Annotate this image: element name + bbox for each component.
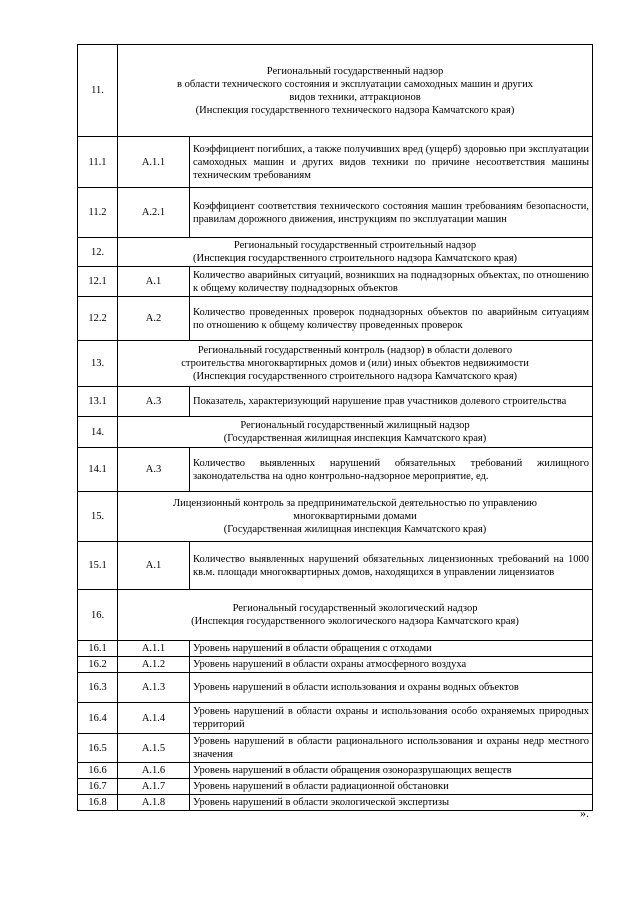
table-row	[78, 137, 593, 188]
row-number: 14.1	[78, 448, 118, 492]
section-number: 16.	[78, 590, 118, 641]
section-number: 15.	[78, 492, 118, 542]
section-title	[118, 45, 593, 137]
table-row	[78, 657, 593, 673]
section-title-line: Региональный государственный строительный надзор	[233, 240, 477, 251]
table-row	[78, 297, 593, 341]
section-number: 13.	[78, 341, 118, 387]
section-title-line: (Инспекция государственного технического надзора Камчатского края)	[195, 104, 515, 116]
row-description: Уровень нарушений в области использования и охраны водных объектов	[190, 673, 593, 703]
row-description: Коэффициент погибших, а также получивших вред (ущерб) здоровью при эксплуатации самоходных машин и других видов техники по причине несоответствия машины техническим требованиям	[190, 137, 593, 188]
section-title-line: Региональный государственный контроль (надзор) в области долевого	[197, 345, 513, 356]
row-code: А.1.1	[118, 137, 190, 188]
section-title-line: строительства многоквартирных домов и (или) иных объектов недвижимости	[181, 358, 529, 369]
table-row	[78, 703, 593, 734]
row-code: А.1.4	[118, 703, 190, 734]
row-number: 12.1	[78, 267, 118, 297]
row-description: Количество выявленных нарушений обязательных требований жилищного законодательства на одно контрольно-надзорное мероприятие, ед.	[190, 448, 593, 492]
row-description: Уровень нарушений в области обращения с отходами	[190, 641, 593, 657]
section-header-row	[78, 590, 593, 641]
section-header-row	[78, 341, 593, 387]
section-title	[118, 492, 593, 542]
row-code: А.3	[118, 387, 190, 417]
row-number: 11.2	[78, 188, 118, 238]
table-row	[78, 188, 593, 238]
row-description: Количество аварийных ситуаций, возникших на поднадзорных объектах, по отношению к общему количеству поднадзорных объектов	[190, 267, 593, 297]
row-code: А.2	[118, 297, 190, 341]
section-number: 11.	[78, 45, 118, 137]
section-title-line: Региональный государственный экологический надзор	[232, 603, 478, 614]
row-number: 12.2	[78, 297, 118, 341]
row-description: Уровень нарушений в области охраны атмосферного воздуха	[190, 657, 593, 673]
row-code: А.1.3	[118, 673, 190, 703]
row-number: 11.1	[78, 137, 118, 188]
section-title	[118, 238, 593, 267]
row-code: А.1.1	[118, 641, 190, 657]
row-number: 16.5	[78, 734, 118, 763]
section-number: 14.	[78, 417, 118, 448]
section-title-line: Лицензионный контроль за предпринимательской деятельностью по управлению	[172, 498, 538, 509]
row-code: А.1.2	[118, 657, 190, 673]
section-title-line: (Инспекция государственного экологического надзора Камчатского края)	[191, 616, 519, 627]
section-number: 12.	[78, 238, 118, 267]
table-row	[78, 779, 593, 795]
section-title-line: Региональный государственный жилищный надзор	[240, 420, 470, 431]
row-number: 16.6	[78, 763, 118, 779]
section-title-line: (Инспекция государственного строительного надзора Камчатского края)	[192, 253, 518, 264]
row-description: Уровень нарушений в области обращения озоноразрушающих веществ	[190, 763, 593, 779]
row-number: 15.1	[78, 542, 118, 590]
table-row	[78, 641, 593, 657]
row-code: А.1.8	[118, 795, 190, 811]
row-description: Показатель, характеризующий нарушение прав участников долевого строительства	[190, 387, 593, 417]
closing-quote: ».	[580, 806, 589, 820]
section-title-line: (Государственная жилищная инспекция Камчатского края)	[223, 524, 487, 535]
row-code: А.2.1	[118, 188, 190, 238]
row-code: А.1.5	[118, 734, 190, 763]
table-row	[78, 542, 593, 590]
row-code: А.1.7	[118, 779, 190, 795]
row-code: А.3	[118, 448, 190, 492]
row-description: Уровень нарушений в области радиационной обстановки	[190, 779, 593, 795]
row-number: 16.3	[78, 673, 118, 703]
row-number: 13.1	[78, 387, 118, 417]
table-row	[78, 734, 593, 763]
row-code: А.1.6	[118, 763, 190, 779]
table-row	[78, 795, 593, 811]
section-header-row	[78, 238, 593, 267]
row-description: Количество выявленных нарушений обязательных лицензионных требований на 1000 кв.м. площади многоквартирных домов, находящихся в управлении лицензиатов	[190, 542, 593, 590]
row-code: А.1	[118, 542, 190, 590]
section-title-line: в области технического состояния и эксплуатации самоходных машин и других	[177, 78, 533, 90]
row-number: 16.4	[78, 703, 118, 734]
row-description: Уровень нарушений в области рационального использования и охраны недр местного значения	[190, 734, 593, 763]
section-header-row	[78, 492, 593, 542]
row-number: 16.1	[78, 641, 118, 657]
section-title-line: Региональный государственный надзор	[266, 65, 444, 77]
row-description: Количество проведенных проверок поднадзорных объектов по аварийным ситуациям по отношению к общему количеству проведенных проверок	[190, 297, 593, 341]
table-row	[78, 387, 593, 417]
section-title-line: (Государственная жилищная инспекция Камчатского края)	[223, 433, 487, 444]
row-description: Уровень нарушений в области охраны и использования особо охраняемых природных территорий	[190, 703, 593, 734]
row-number: 16.7	[78, 779, 118, 795]
section-title-line: (Инспекция государственного строительного надзора Камчатского края)	[192, 371, 518, 382]
section-title-line: многоквартирными домами	[293, 511, 417, 522]
section-title-line: видов техники, аттракционов	[289, 91, 421, 103]
section-title	[118, 417, 593, 448]
table-row	[78, 448, 593, 492]
table-row	[78, 763, 593, 779]
table-row	[78, 267, 593, 297]
row-code: А.1	[118, 267, 190, 297]
section-title	[118, 341, 593, 387]
row-description: Уровень нарушений в области экологической экспертизы	[190, 795, 593, 811]
section-title	[118, 590, 593, 641]
section-header-row	[78, 417, 593, 448]
indicators-table	[77, 44, 593, 811]
row-description: Коэффициент соответствия технического состояния машин требованиям безопасности, правилам дорожного движения, инструкциям по эксплуатации машин	[190, 188, 593, 238]
row-number: 16.2	[78, 657, 118, 673]
row-number: 16.8	[78, 795, 118, 811]
table-row	[78, 673, 593, 703]
section-header-row	[78, 45, 593, 137]
